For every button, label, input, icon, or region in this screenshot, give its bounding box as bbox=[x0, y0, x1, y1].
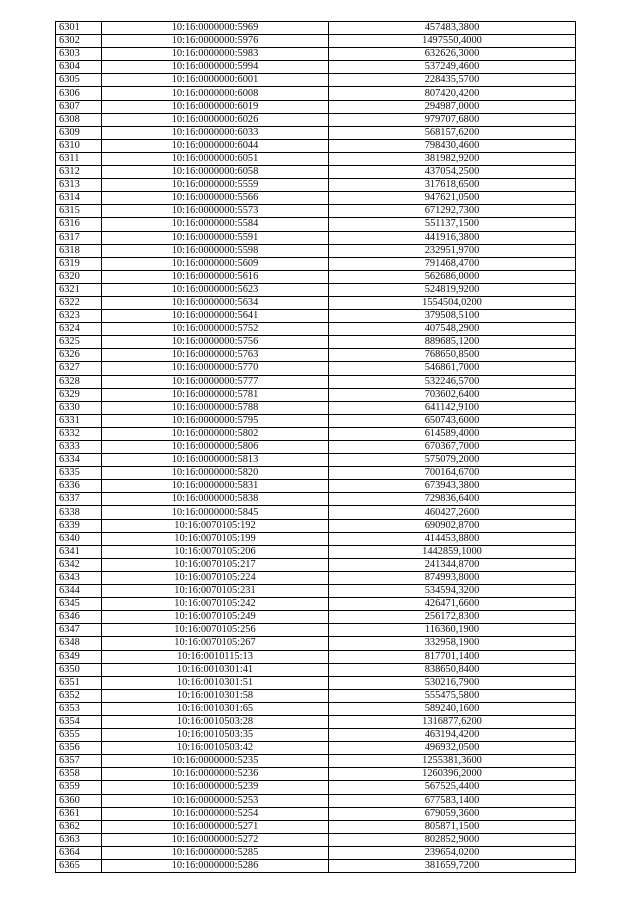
value-cell: 414453,8800 bbox=[329, 532, 576, 545]
cadastral-number-cell: 10:16:0000000:5285 bbox=[102, 846, 329, 859]
row-number-cell: 6363 bbox=[56, 833, 102, 846]
value-cell: 116360,1900 bbox=[329, 624, 576, 637]
cadastral-number-cell: 10:16:0000000:5286 bbox=[102, 860, 329, 873]
cadastral-number-cell: 10:16:0000000:6044 bbox=[102, 139, 329, 152]
row-number-cell: 6328 bbox=[56, 375, 102, 388]
row-number-cell: 6361 bbox=[56, 807, 102, 820]
row-number-cell: 6313 bbox=[56, 179, 102, 192]
cadastral-number-cell: 10:16:0070105:192 bbox=[102, 519, 329, 532]
cadastral-number-cell: 10:16:0000000:5559 bbox=[102, 179, 329, 192]
cadastral-number-cell: 10:16:0070105:267 bbox=[102, 637, 329, 650]
value-cell: 802852,9000 bbox=[329, 833, 576, 846]
value-cell: 546861,7000 bbox=[329, 362, 576, 375]
cadastral-number-cell: 10:16:0000000:5752 bbox=[102, 323, 329, 336]
table-row bbox=[56, 506, 576, 519]
table-row bbox=[56, 388, 576, 401]
row-number-cell: 6352 bbox=[56, 689, 102, 702]
value-cell: 614589,4000 bbox=[329, 427, 576, 440]
row-number-cell: 6357 bbox=[56, 755, 102, 768]
cadastral-number-cell: 10:16:0000000:5802 bbox=[102, 427, 329, 440]
value-cell: 568157,6200 bbox=[329, 126, 576, 139]
cadastral-number-cell: 10:16:0000000:5584 bbox=[102, 218, 329, 231]
value-cell: 650743,6000 bbox=[329, 414, 576, 427]
value-cell: 979707,6800 bbox=[329, 113, 576, 126]
table-row bbox=[56, 454, 576, 467]
row-number-cell: 6348 bbox=[56, 637, 102, 650]
table-row bbox=[56, 755, 576, 768]
cadastral-number-cell: 10:16:0000000:5598 bbox=[102, 244, 329, 257]
value-cell: 441916,3800 bbox=[329, 231, 576, 244]
row-number-cell: 6332 bbox=[56, 427, 102, 440]
cadastral-number-cell: 10:16:0000000:5770 bbox=[102, 362, 329, 375]
row-number-cell: 6345 bbox=[56, 598, 102, 611]
table-row bbox=[56, 362, 576, 375]
value-cell: 677583,1400 bbox=[329, 794, 576, 807]
value-cell: 534594,3200 bbox=[329, 585, 576, 598]
row-number-cell: 6338 bbox=[56, 506, 102, 519]
value-cell: 381659,7200 bbox=[329, 860, 576, 873]
table-row bbox=[56, 650, 576, 663]
cadastral-number-cell: 10:16:0000000:5236 bbox=[102, 768, 329, 781]
cadastral-number-cell: 10:16:0010503:42 bbox=[102, 742, 329, 755]
table-row bbox=[56, 192, 576, 205]
table-row bbox=[56, 820, 576, 833]
value-cell: 1255381,3600 bbox=[329, 755, 576, 768]
table-row bbox=[56, 375, 576, 388]
value-cell: 457483,3800 bbox=[329, 22, 576, 35]
cadastral-number-cell: 10:16:0000000:5641 bbox=[102, 310, 329, 323]
value-cell: 575079,2000 bbox=[329, 454, 576, 467]
value-cell: 791468,4700 bbox=[329, 257, 576, 270]
value-cell: 632626,3000 bbox=[329, 48, 576, 61]
table-row bbox=[56, 519, 576, 532]
row-number-cell: 6359 bbox=[56, 781, 102, 794]
value-cell: 589240,1600 bbox=[329, 702, 576, 715]
row-number-cell: 6312 bbox=[56, 166, 102, 179]
row-number-cell: 6335 bbox=[56, 467, 102, 480]
value-cell: 1497550,4000 bbox=[329, 35, 576, 48]
cadastral-number-cell: 10:16:0000000:5623 bbox=[102, 283, 329, 296]
cadastral-number-cell: 10:16:0000000:6001 bbox=[102, 74, 329, 87]
table-row bbox=[56, 702, 576, 715]
row-number-cell: 6342 bbox=[56, 558, 102, 571]
row-number-cell: 6319 bbox=[56, 257, 102, 270]
table-row bbox=[56, 270, 576, 283]
value-cell: 838650,8400 bbox=[329, 663, 576, 676]
value-cell: 679059,3600 bbox=[329, 807, 576, 820]
row-number-cell: 6324 bbox=[56, 323, 102, 336]
cadastral-number-cell: 10:16:0010301:41 bbox=[102, 663, 329, 676]
cadastral-number-cell: 10:16:0000000:5969 bbox=[102, 22, 329, 35]
value-cell: 537249,4600 bbox=[329, 61, 576, 74]
value-cell: 239654,0200 bbox=[329, 846, 576, 859]
row-number-cell: 6349 bbox=[56, 650, 102, 663]
cadastral-number-cell: 10:16:0000000:5820 bbox=[102, 467, 329, 480]
table-row bbox=[56, 637, 576, 650]
cadastral-number-cell: 10:16:0000000:6019 bbox=[102, 100, 329, 113]
cadastral-number-cell: 10:16:0000000:6008 bbox=[102, 87, 329, 100]
cadastral-number-cell: 10:16:0000000:5591 bbox=[102, 231, 329, 244]
table-row bbox=[56, 179, 576, 192]
value-cell: 228435,5700 bbox=[329, 74, 576, 87]
table-row bbox=[56, 768, 576, 781]
row-number-cell: 6354 bbox=[56, 715, 102, 728]
value-cell: 817701,1400 bbox=[329, 650, 576, 663]
table-row bbox=[56, 794, 576, 807]
table-row bbox=[56, 61, 576, 74]
table-row bbox=[56, 152, 576, 165]
cadastral-number-cell: 10:16:0000000:5845 bbox=[102, 506, 329, 519]
cadastral-number-cell: 10:16:0000000:5235 bbox=[102, 755, 329, 768]
table-row bbox=[56, 244, 576, 257]
row-number-cell: 6360 bbox=[56, 794, 102, 807]
table-row bbox=[56, 624, 576, 637]
cadastral-number-cell: 10:16:0000000:6051 bbox=[102, 152, 329, 165]
row-number-cell: 6301 bbox=[56, 22, 102, 35]
cadastral-number-cell: 10:16:0000000:5756 bbox=[102, 336, 329, 349]
table-row bbox=[56, 22, 576, 35]
table-row bbox=[56, 139, 576, 152]
table-row bbox=[56, 493, 576, 506]
value-cell: 256172,8300 bbox=[329, 611, 576, 624]
row-number-cell: 6326 bbox=[56, 349, 102, 362]
row-number-cell: 6323 bbox=[56, 310, 102, 323]
row-number-cell: 6337 bbox=[56, 493, 102, 506]
value-cell: 1316877,6200 bbox=[329, 715, 576, 728]
value-cell: 700164,6700 bbox=[329, 467, 576, 480]
cadastral-number-cell: 10:16:0000000:5763 bbox=[102, 349, 329, 362]
value-cell: 670367,7000 bbox=[329, 441, 576, 454]
row-number-cell: 6346 bbox=[56, 611, 102, 624]
table-row bbox=[56, 310, 576, 323]
table-row bbox=[56, 846, 576, 859]
row-number-cell: 6355 bbox=[56, 729, 102, 742]
cadastral-number-cell: 10:16:0000000:5806 bbox=[102, 441, 329, 454]
row-number-cell: 6321 bbox=[56, 283, 102, 296]
cadastral-number-cell: 10:16:0000000:5838 bbox=[102, 493, 329, 506]
table-row bbox=[56, 349, 576, 362]
table-row bbox=[56, 480, 576, 493]
cadastral-number-cell: 10:16:0000000:6033 bbox=[102, 126, 329, 139]
value-cell: 889685,1200 bbox=[329, 336, 576, 349]
row-number-cell: 6302 bbox=[56, 35, 102, 48]
value-cell: 703602,6400 bbox=[329, 388, 576, 401]
table-row bbox=[56, 231, 576, 244]
value-cell: 463194,4200 bbox=[329, 729, 576, 742]
value-cell: 1554504,0200 bbox=[329, 296, 576, 309]
row-number-cell: 6303 bbox=[56, 48, 102, 61]
row-number-cell: 6306 bbox=[56, 87, 102, 100]
cadastral-number-cell: 10:16:0010115:13 bbox=[102, 650, 329, 663]
value-cell: 671292,7300 bbox=[329, 205, 576, 218]
cadastral-number-cell: 10:16:0000000:5254 bbox=[102, 807, 329, 820]
cadastral-number-cell: 10:16:0000000:5831 bbox=[102, 480, 329, 493]
cadastral-number-cell: 10:16:0010301:51 bbox=[102, 676, 329, 689]
table-row bbox=[56, 781, 576, 794]
row-number-cell: 6353 bbox=[56, 702, 102, 715]
row-number-cell: 6314 bbox=[56, 192, 102, 205]
table-row bbox=[56, 545, 576, 558]
cadastral-number-cell: 10:16:0000000:6026 bbox=[102, 113, 329, 126]
cadastral-number-cell: 10:16:0000000:5573 bbox=[102, 205, 329, 218]
row-number-cell: 6318 bbox=[56, 244, 102, 257]
cadastral-number-cell: 10:16:0010301:58 bbox=[102, 689, 329, 702]
row-number-cell: 6316 bbox=[56, 218, 102, 231]
value-cell: 437054,2500 bbox=[329, 166, 576, 179]
cadastral-number-cell: 10:16:0000000:5994 bbox=[102, 61, 329, 74]
value-cell: 241344,8700 bbox=[329, 558, 576, 571]
table-row bbox=[56, 283, 576, 296]
cadastral-number-cell: 10:16:0000000:5788 bbox=[102, 401, 329, 414]
table-row bbox=[56, 323, 576, 336]
table-row bbox=[56, 676, 576, 689]
cadastral-number-cell: 10:16:0000000:5253 bbox=[102, 794, 329, 807]
table-row bbox=[56, 113, 576, 126]
table-row bbox=[56, 742, 576, 755]
row-number-cell: 6311 bbox=[56, 152, 102, 165]
table-body bbox=[56, 22, 576, 873]
cadastral-number-cell: 10:16:0000000:5983 bbox=[102, 48, 329, 61]
table-row bbox=[56, 611, 576, 624]
value-cell: 496932,0500 bbox=[329, 742, 576, 755]
value-cell: 524819,9200 bbox=[329, 283, 576, 296]
value-cell: 232951,9700 bbox=[329, 244, 576, 257]
value-cell: 1442859,1000 bbox=[329, 545, 576, 558]
cadastral-number-cell: 10:16:0000000:5271 bbox=[102, 820, 329, 833]
row-number-cell: 6362 bbox=[56, 820, 102, 833]
table-row bbox=[56, 689, 576, 702]
table-row bbox=[56, 166, 576, 179]
row-number-cell: 6330 bbox=[56, 401, 102, 414]
value-cell: 407548,2900 bbox=[329, 323, 576, 336]
row-number-cell: 6322 bbox=[56, 296, 102, 309]
row-number-cell: 6325 bbox=[56, 336, 102, 349]
table-row bbox=[56, 571, 576, 584]
row-number-cell: 6308 bbox=[56, 113, 102, 126]
row-number-cell: 6310 bbox=[56, 139, 102, 152]
cadastral-number-cell: 10:16:0070105:242 bbox=[102, 598, 329, 611]
row-number-cell: 6344 bbox=[56, 585, 102, 598]
cadastral-number-cell: 10:16:0010503:28 bbox=[102, 715, 329, 728]
row-number-cell: 6351 bbox=[56, 676, 102, 689]
cadastral-number-cell: 10:16:0070105:199 bbox=[102, 532, 329, 545]
table-row bbox=[56, 87, 576, 100]
table-row bbox=[56, 558, 576, 571]
table-row bbox=[56, 74, 576, 87]
row-number-cell: 6334 bbox=[56, 454, 102, 467]
value-cell: 1260396,2000 bbox=[329, 768, 576, 781]
table-row bbox=[56, 336, 576, 349]
value-cell: 947621,0500 bbox=[329, 192, 576, 205]
value-cell: 532246,5700 bbox=[329, 375, 576, 388]
table-row bbox=[56, 532, 576, 545]
table-row bbox=[56, 100, 576, 113]
cadastral-table bbox=[55, 21, 576, 873]
row-number-cell: 6340 bbox=[56, 532, 102, 545]
table-row bbox=[56, 729, 576, 742]
row-number-cell: 6317 bbox=[56, 231, 102, 244]
table-row bbox=[56, 401, 576, 414]
value-cell: 673943,3800 bbox=[329, 480, 576, 493]
value-cell: 729836,6400 bbox=[329, 493, 576, 506]
cadastral-number-cell: 10:16:0000000:6058 bbox=[102, 166, 329, 179]
value-cell: 567525,4400 bbox=[329, 781, 576, 794]
table-row bbox=[56, 467, 576, 480]
cadastral-number-cell: 10:16:0070105:217 bbox=[102, 558, 329, 571]
value-cell: 530216,7900 bbox=[329, 676, 576, 689]
table-row bbox=[56, 441, 576, 454]
value-cell: 874993,8000 bbox=[329, 571, 576, 584]
cadastral-number-cell: 10:16:0070105:249 bbox=[102, 611, 329, 624]
cadastral-number-cell: 10:16:0070105:256 bbox=[102, 624, 329, 637]
value-cell: 555475,5800 bbox=[329, 689, 576, 702]
row-number-cell: 6341 bbox=[56, 545, 102, 558]
row-number-cell: 6329 bbox=[56, 388, 102, 401]
row-number-cell: 6320 bbox=[56, 270, 102, 283]
cadastral-number-cell: 10:16:0070105:231 bbox=[102, 585, 329, 598]
value-cell: 798430,4600 bbox=[329, 139, 576, 152]
table-row bbox=[56, 257, 576, 270]
table-row bbox=[56, 48, 576, 61]
row-number-cell: 6350 bbox=[56, 663, 102, 676]
row-number-cell: 6364 bbox=[56, 846, 102, 859]
row-number-cell: 6336 bbox=[56, 480, 102, 493]
value-cell: 317618,6500 bbox=[329, 179, 576, 192]
row-number-cell: 6365 bbox=[56, 860, 102, 873]
value-cell: 332958,1900 bbox=[329, 637, 576, 650]
row-number-cell: 6331 bbox=[56, 414, 102, 427]
value-cell: 805871,1500 bbox=[329, 820, 576, 833]
table-row bbox=[56, 296, 576, 309]
value-cell: 807420,4200 bbox=[329, 87, 576, 100]
table-row bbox=[56, 414, 576, 427]
value-cell: 562686,0000 bbox=[329, 270, 576, 283]
row-number-cell: 6339 bbox=[56, 519, 102, 532]
table-row bbox=[56, 35, 576, 48]
cadastral-number-cell: 10:16:0010503:35 bbox=[102, 729, 329, 742]
value-cell: 381982,9200 bbox=[329, 152, 576, 165]
value-cell: 379508,5100 bbox=[329, 310, 576, 323]
row-number-cell: 6356 bbox=[56, 742, 102, 755]
table-row bbox=[56, 218, 576, 231]
cadastral-number-cell: 10:16:0000000:5813 bbox=[102, 454, 329, 467]
row-number-cell: 6305 bbox=[56, 74, 102, 87]
value-cell: 641142,9100 bbox=[329, 401, 576, 414]
cadastral-number-cell: 10:16:0000000:5781 bbox=[102, 388, 329, 401]
table-row bbox=[56, 833, 576, 846]
value-cell: 460427,2600 bbox=[329, 506, 576, 519]
row-number-cell: 6333 bbox=[56, 441, 102, 454]
table-row bbox=[56, 585, 576, 598]
table-row bbox=[56, 663, 576, 676]
row-number-cell: 6304 bbox=[56, 61, 102, 74]
value-cell: 690902,8700 bbox=[329, 519, 576, 532]
cadastral-number-cell: 10:16:0010301:65 bbox=[102, 702, 329, 715]
cadastral-number-cell: 10:16:0000000:5616 bbox=[102, 270, 329, 283]
cadastral-number-cell: 10:16:0000000:5272 bbox=[102, 833, 329, 846]
cadastral-number-cell: 10:16:0070105:224 bbox=[102, 571, 329, 584]
table-row bbox=[56, 205, 576, 218]
row-number-cell: 6327 bbox=[56, 362, 102, 375]
cadastral-number-cell: 10:16:0070105:206 bbox=[102, 545, 329, 558]
table-row bbox=[56, 860, 576, 873]
row-number-cell: 6343 bbox=[56, 571, 102, 584]
row-number-cell: 6307 bbox=[56, 100, 102, 113]
table-row bbox=[56, 126, 576, 139]
table-row bbox=[56, 715, 576, 728]
value-cell: 426471,6600 bbox=[329, 598, 576, 611]
table-row bbox=[56, 427, 576, 440]
cadastral-number-cell: 10:16:0000000:5609 bbox=[102, 257, 329, 270]
cadastral-number-cell: 10:16:0000000:5634 bbox=[102, 296, 329, 309]
row-number-cell: 6315 bbox=[56, 205, 102, 218]
cadastral-number-cell: 10:16:0000000:5976 bbox=[102, 35, 329, 48]
row-number-cell: 6309 bbox=[56, 126, 102, 139]
table-row bbox=[56, 598, 576, 611]
cadastral-number-cell: 10:16:0000000:5795 bbox=[102, 414, 329, 427]
table-row bbox=[56, 807, 576, 820]
cadastral-number-cell: 10:16:0000000:5566 bbox=[102, 192, 329, 205]
cadastral-number-cell: 10:16:0000000:5239 bbox=[102, 781, 329, 794]
row-number-cell: 6358 bbox=[56, 768, 102, 781]
value-cell: 551137,1500 bbox=[329, 218, 576, 231]
value-cell: 768650,8500 bbox=[329, 349, 576, 362]
cadastral-number-cell: 10:16:0000000:5777 bbox=[102, 375, 329, 388]
row-number-cell: 6347 bbox=[56, 624, 102, 637]
value-cell: 294987,0000 bbox=[329, 100, 576, 113]
